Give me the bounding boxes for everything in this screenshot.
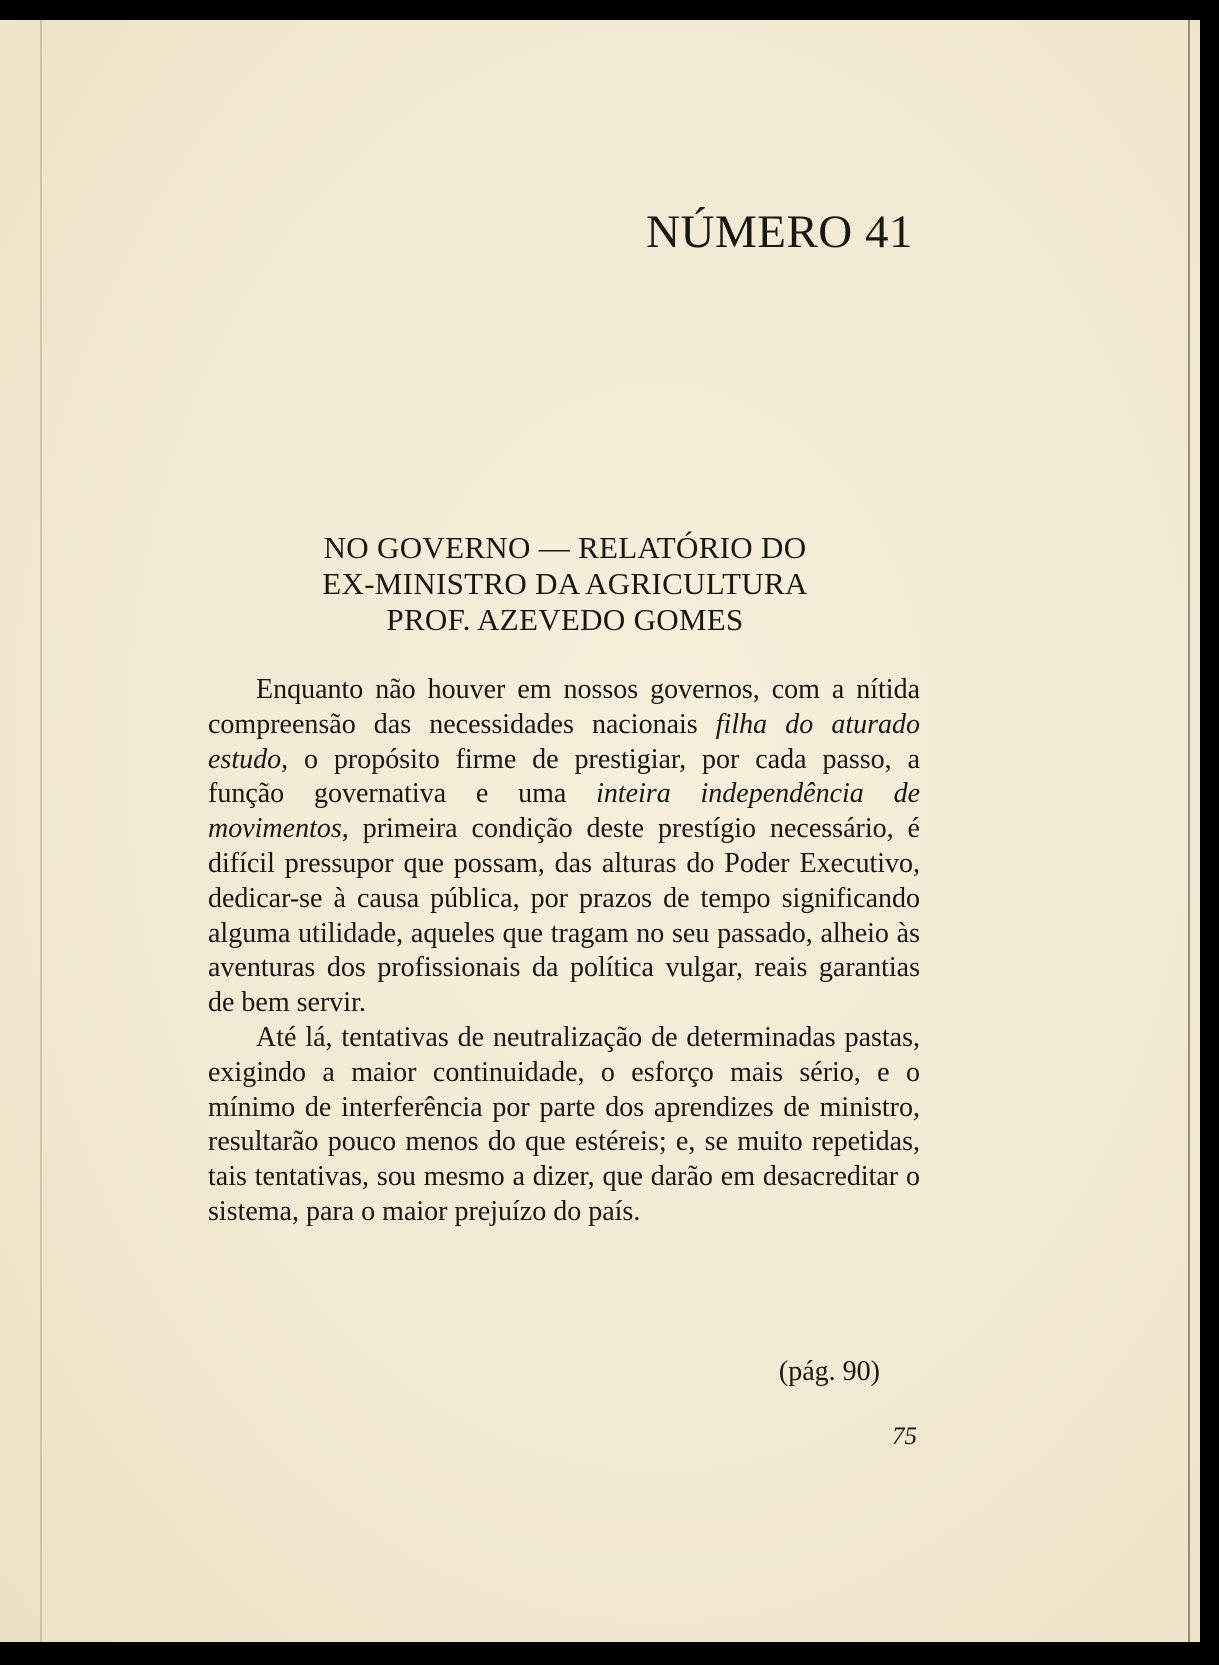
paragraph-1-text-b: , o propósito firme de prestigiar, por cada passo, a função governativa e uma	[208, 743, 920, 810]
page-gutter-edge	[40, 20, 42, 1642]
article-headline	[205, 530, 925, 638]
chapter-title: NÚMERO 41	[646, 206, 913, 258]
paragraph-1	[208, 673, 920, 1021]
source-reference: (pág. 90)	[778, 1356, 880, 1387]
page-number: 75	[892, 1423, 917, 1450]
paragraph-1-italic-a: filha do aturado estudo	[208, 708, 920, 775]
paragraph-1-italic-b: inteira independência de movimentos	[208, 778, 921, 845]
headline-line-3: PROF. AZEVEDO GOMES	[386, 602, 744, 637]
headline-line-2: EX-MINISTRO DA AGRICULTURA	[322, 566, 808, 601]
paragraph-1-text-a: Enquanto não houver em nossos governos, com a nítida compreensão das necessidades nacionais	[208, 674, 920, 740]
paragraph-2: Até lá, tentativas de neutralização de determinadas pastas, exigindo a maior continuidade, o esforço mais sério, e o mínimo de interferência por parte dos aprendizes de ministro, resultarão pouco menos do que estéreis; e, se muito repetidas, tais tentativas, sou mesmo a dizer, que darão em desacreditar o sistema, para o maior prejuízo do país.	[208, 1021, 920, 1227]
headline-line-1: NO GOVERNO — RELATÓRIO DO	[323, 530, 807, 565]
paragraph-1-text-c: , primeira condição deste prestígio necessário, é difícil pressupor que possam, das alturas do Poder Executivo, dedicar-se à causa pública, por prazos de tempo significando alguma utilidade, aqueles que tragam no seu passado, alheio às aventuras dos profissionais da política vulgar, reais garantias de bem servir.	[208, 813, 920, 1019]
page-outer-edge	[1188, 20, 1190, 1642]
body-text	[208, 673, 920, 1230]
